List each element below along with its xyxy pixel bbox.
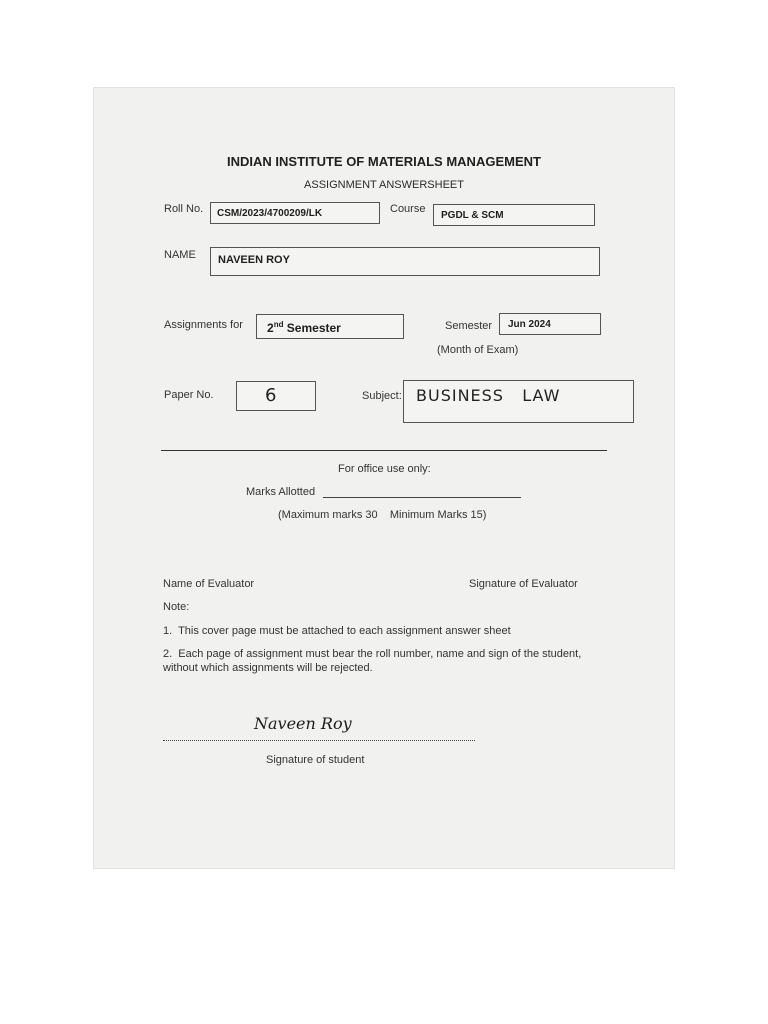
assignments-label: Assignments for: [164, 319, 243, 331]
marks-label: Marks Allotted: [246, 486, 316, 498]
marks-note: (Maximum marks 30 Minimum Marks 15): [278, 509, 487, 521]
semester-field: [499, 313, 601, 335]
semester-label: Semester: [445, 320, 493, 332]
subject-value: BUSINESS LAW: [416, 386, 561, 405]
assignments-value: 2nd Semester: [267, 320, 341, 335]
section-divider: [161, 450, 607, 451]
roll-value: CSM/2023/4700209/LK: [217, 208, 323, 219]
name-value: NAVEEN ROY: [218, 254, 290, 266]
subject-label: Subject:: [362, 390, 402, 402]
semester-note: (Month of Exam): [437, 344, 519, 356]
paper-value: 6: [265, 385, 278, 406]
paper-label: Paper No.: [164, 389, 214, 401]
paper-field: [236, 381, 316, 411]
roll-label: Roll No.: [164, 203, 204, 215]
course-label: Course: [390, 203, 426, 215]
office-heading: For office use only:: [338, 463, 431, 475]
sheet-subtitle: ASSIGNMENT ANSWERSHEET: [304, 179, 464, 191]
name-label: NAME: [164, 249, 196, 261]
note-item-2-line-2: without which assignments will be rejected.: [163, 662, 373, 674]
subject-field: [403, 380, 634, 423]
assignments-field: [256, 314, 404, 339]
course-value: PGDL & SCM: [441, 210, 504, 221]
course-field: [433, 204, 595, 226]
institute-title: INDIAN INSTITUTE OF MATERIALS MANAGEMENT: [227, 154, 541, 169]
signature-line: [163, 740, 475, 741]
note-item-1: 1. This cover page must be attached to each assignment answer sheet: [163, 625, 511, 637]
student-signature: Naveen Roy: [254, 714, 352, 733]
semester-value: Jun 2024: [508, 319, 551, 330]
marks-line: [323, 497, 521, 498]
note-item-2-line-1: 2. Each page of assignment must bear the roll number, name and sign of the student,: [163, 648, 582, 660]
evaluator-name-label: Name of Evaluator: [163, 578, 255, 590]
roll-field: [210, 202, 380, 224]
evaluator-signature-label: Signature of Evaluator: [469, 578, 578, 590]
name-field: [210, 247, 600, 276]
note-heading: Note:: [163, 601, 190, 613]
signature-label: Signature of student: [266, 754, 365, 766]
answer-sheet-page: [94, 88, 674, 868]
